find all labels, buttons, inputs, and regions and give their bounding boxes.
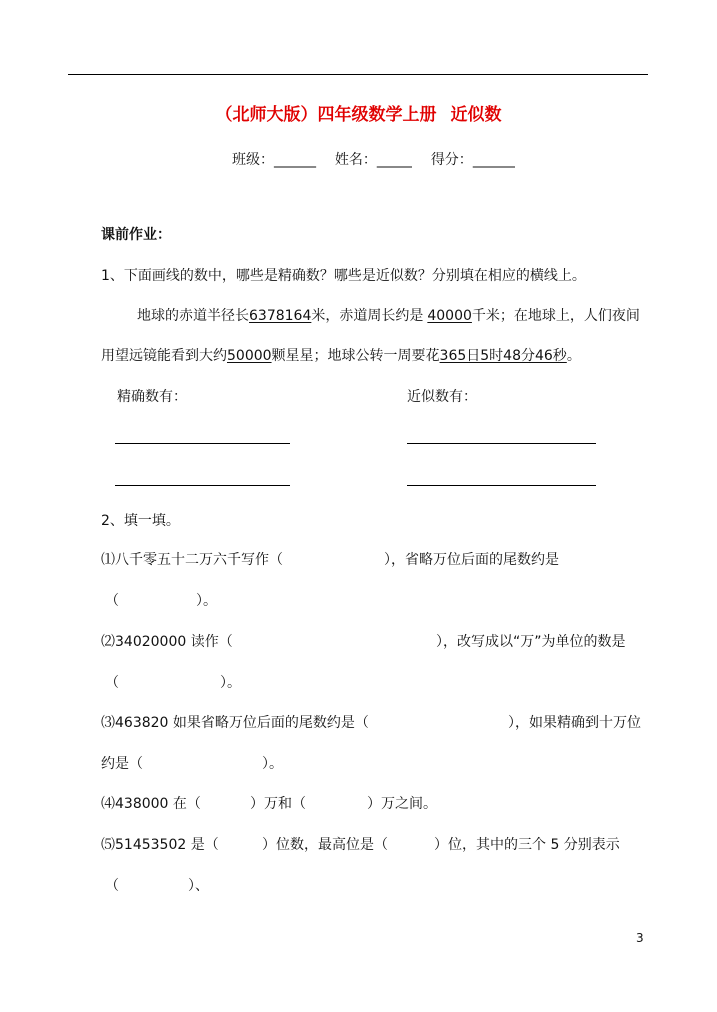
- q2-item2-line1b: ），改写成以“万”为单位的数是: [436, 634, 626, 650]
- header-rule: [68, 74, 648, 75]
- q2-item5-b: ）位数，最高位是（: [262, 837, 388, 853]
- page-number: 3: [636, 931, 644, 945]
- page-title: [0, 104, 717, 126]
- name-label: 姓名：: [334, 152, 377, 168]
- q1-text: 。: [566, 348, 581, 364]
- q2-item4-b: ）万和（: [250, 796, 306, 812]
- q1-passage-line2: [101, 347, 581, 365]
- title-main: （北师大版）四年级数学上册: [215, 105, 437, 125]
- class-blank: ______: [274, 152, 316, 168]
- q2-item5-open-paren: （: [105, 878, 119, 894]
- q1-text: 千米；在地球上，人们夜间: [471, 308, 640, 324]
- q2-item5-a: ⑸51453502 是（: [101, 837, 219, 853]
- q2-item3-line2: 约是（: [101, 756, 143, 772]
- q2-item1-open-paren: （: [105, 593, 119, 609]
- q2-item1-line1b: ），省略万位后面的尾数约是: [384, 552, 559, 568]
- q1-text: 颗星星；地球公转一周要花: [271, 348, 440, 364]
- underlined-number: 40000: [427, 308, 472, 324]
- item-text: ⑴八千零五十二万六千写作（: [101, 552, 283, 568]
- q1-text: 地球的赤道半径长: [137, 308, 249, 324]
- underlined-duration: 365日5时48分46秒: [439, 348, 567, 364]
- q2-item4-c: ）万之间。: [367, 796, 437, 812]
- q2-item1-close-paren: ）。: [196, 593, 217, 609]
- name-blank: _____: [376, 152, 412, 168]
- exact-numbers-label: 精确数有：: [117, 389, 187, 405]
- q1-text: 米，赤道周长约是: [311, 308, 424, 324]
- score-blank: ______: [472, 152, 515, 168]
- exact-answer-line[interactable]: [115, 485, 290, 486]
- q1-prompt: 1、下面画线的数中，哪些是精确数？哪些是近似数？分别填在相应的横线上。: [101, 268, 586, 284]
- underlined-number: 6378164: [249, 308, 312, 324]
- approx-numbers-label: 近似数有：: [407, 389, 477, 405]
- q2-item2-close-paren: ）。: [220, 675, 241, 691]
- q1-passage-line1: [137, 307, 640, 325]
- info-line: [232, 151, 515, 169]
- q2-item1-line1: [101, 551, 283, 569]
- q2-item3-line1: ⑶463820 如果省略万位后面的尾数约是（: [101, 715, 369, 731]
- approx-answer-line[interactable]: [407, 485, 596, 486]
- q1-text: 用望远镜能看到大约: [101, 348, 227, 364]
- score-label: 得分：: [430, 152, 473, 168]
- q2-item2-line1: ⑵34020000 读作（: [101, 634, 233, 650]
- q2-item4-a: ⑷438000 在（: [101, 796, 201, 812]
- q2-item5-close-paren: ）、: [188, 878, 209, 894]
- class-label: 班级：: [232, 152, 274, 168]
- q2-item5-c: ）位，其中的三个 5 分别表示: [434, 837, 620, 853]
- q2-item3-close-paren: ）。: [262, 756, 283, 772]
- q2-prompt: 2、填一填。: [101, 513, 180, 529]
- exact-answer-line[interactable]: [115, 443, 290, 444]
- title-topic: 近似数: [450, 105, 502, 125]
- section-heading: 课前作业：: [101, 227, 171, 243]
- underlined-number: 50000: [227, 348, 272, 364]
- approx-answer-line[interactable]: [407, 443, 596, 444]
- q2-item3-line1b: ），如果精确到十万位: [508, 715, 641, 731]
- q2-item2-open-paren: （: [105, 675, 119, 691]
